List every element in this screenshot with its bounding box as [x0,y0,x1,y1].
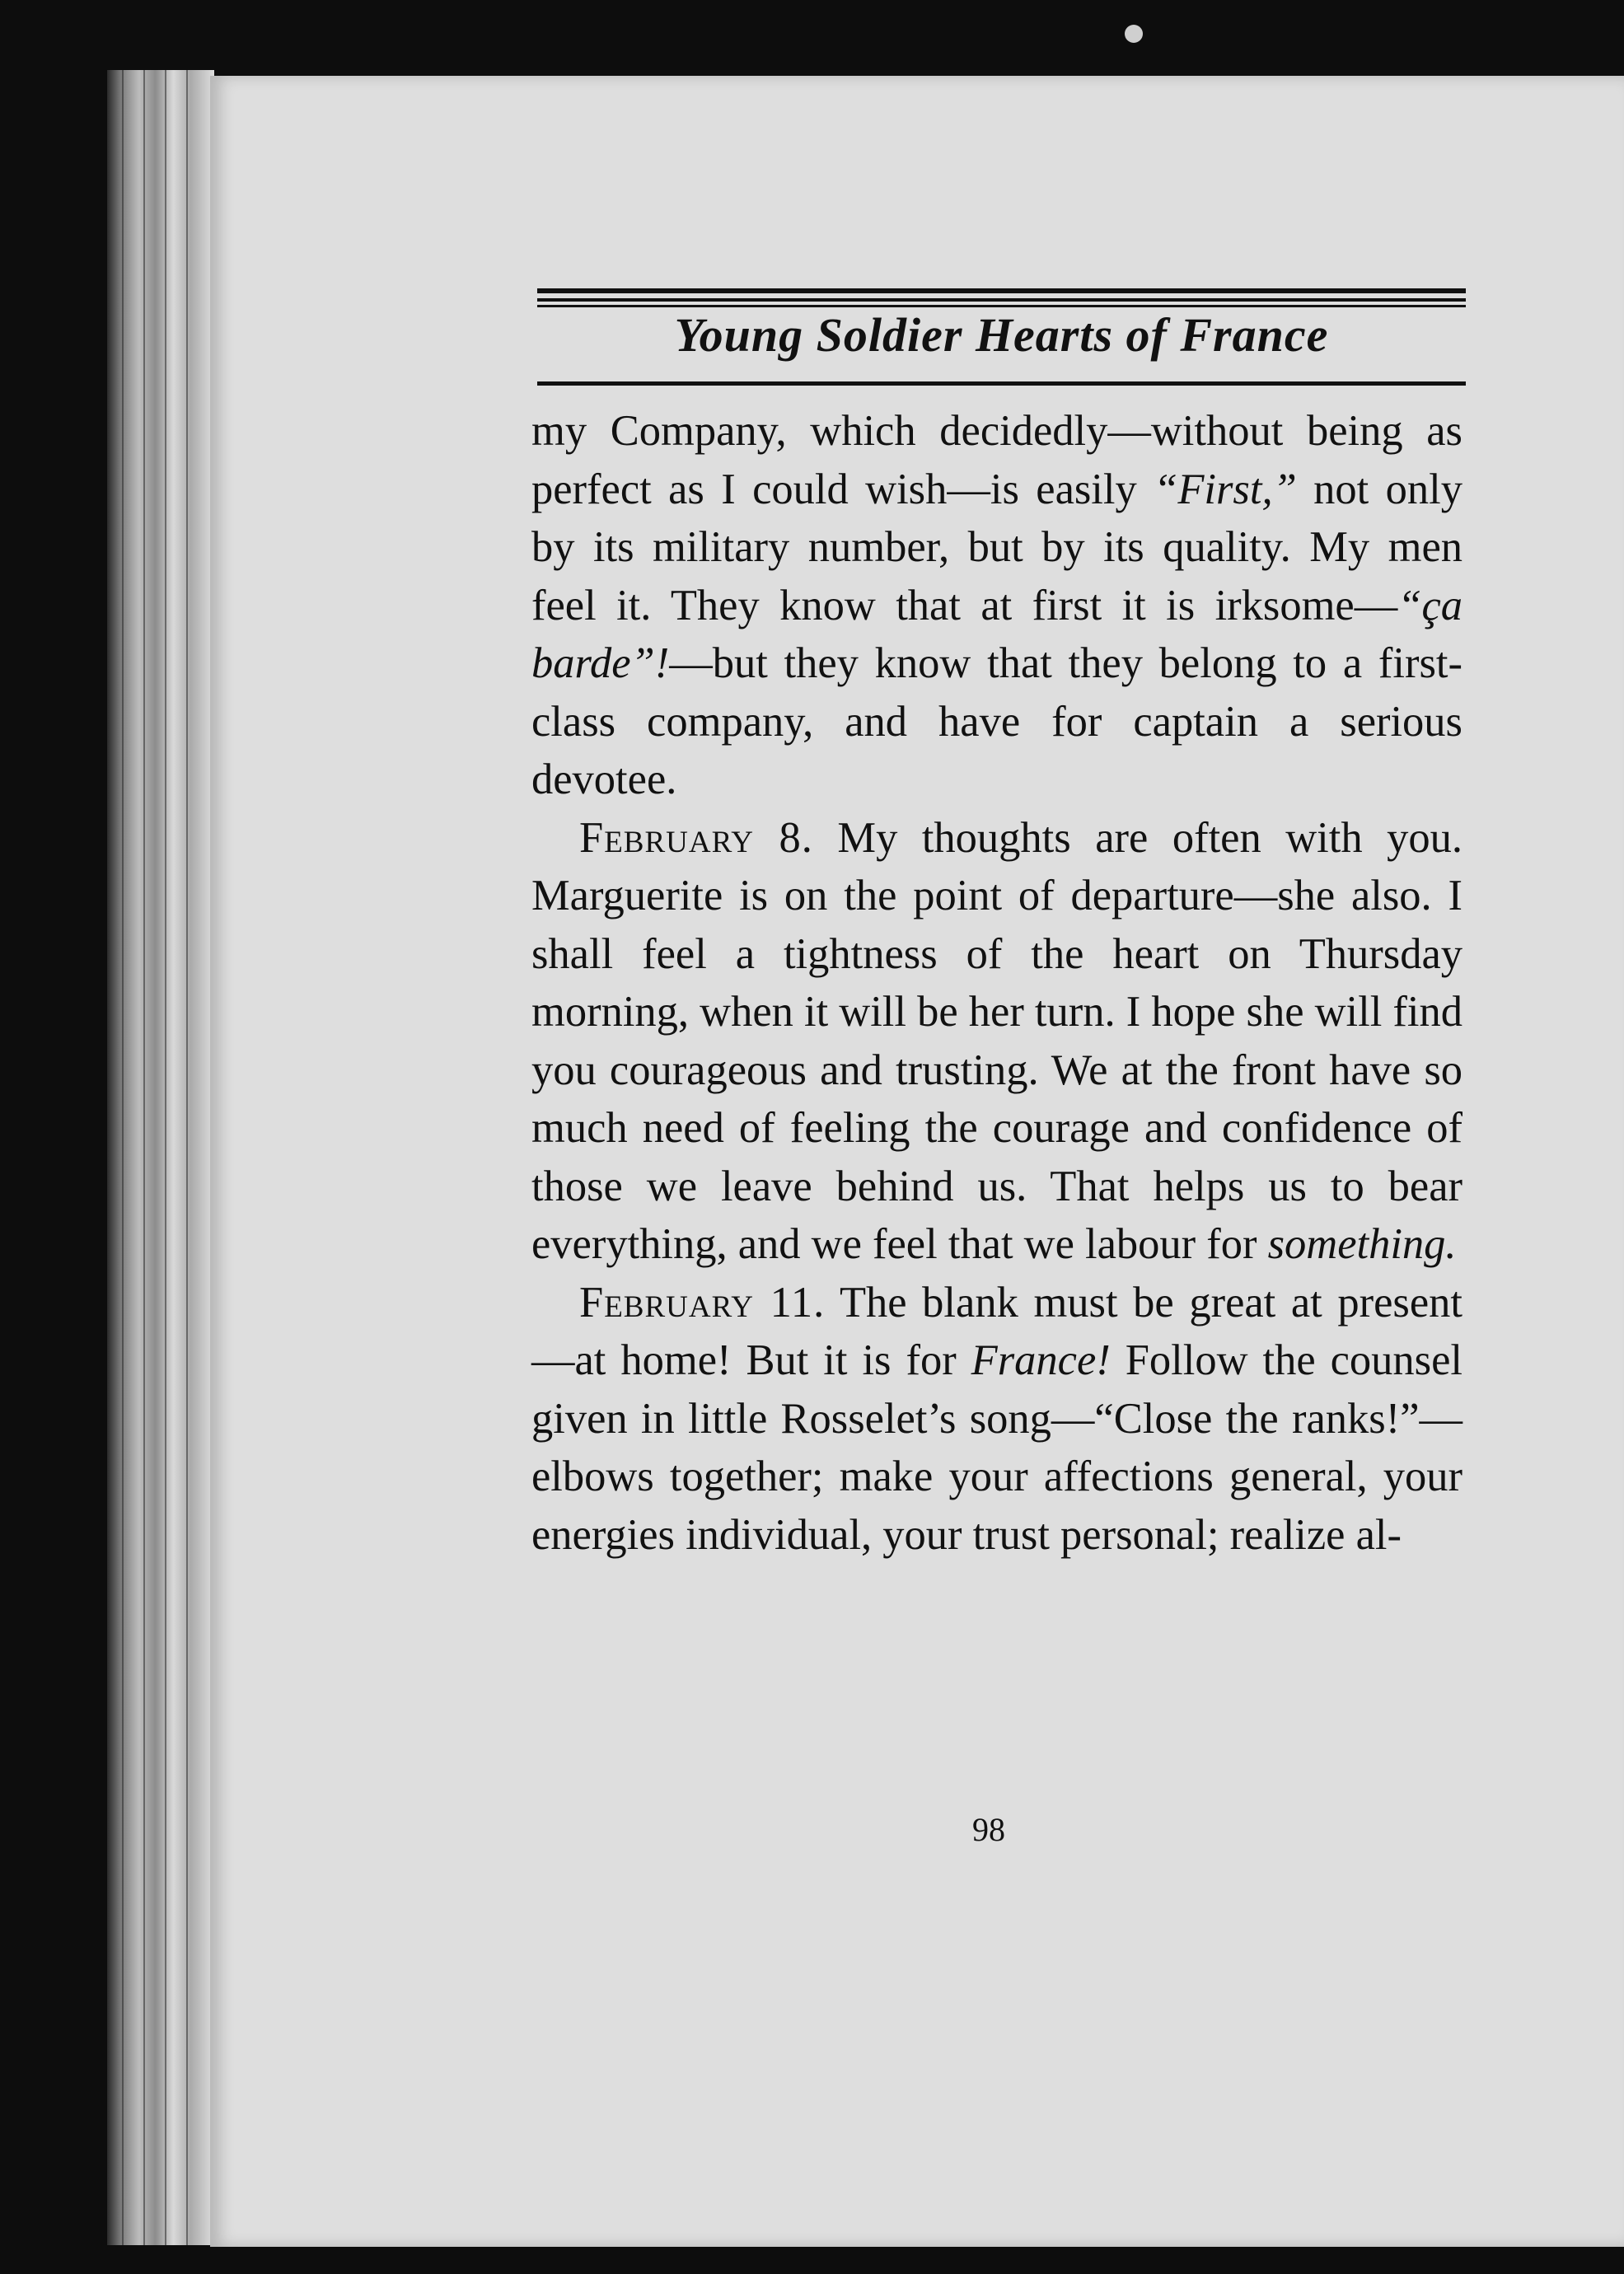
header-rule-top-thin [537,298,1466,302]
entry-date: February 8. [579,813,813,862]
text-run: Follow the counsel given in little Rosselet’s song—“Close the ranks!”—elbows together; make your affections general, your energies individual, your trust personal; realize al- [531,1336,1463,1559]
text-run: France! [971,1336,1111,1384]
page-number: 98 [972,1811,1005,1848]
body-text [531,402,1463,1564]
text-run: “First,” [1154,465,1297,513]
text-run: —but they know that they belong to a first-class company, and have for captain a serious devotee. [531,639,1463,803]
entry-date: February 11. [579,1278,826,1326]
text-run: something. [1267,1220,1457,1268]
header-rule-top-thick [537,288,1466,293]
book-spine-edge [107,70,214,2245]
paragraph [531,1274,1463,1565]
paragraph [531,402,1463,809]
scan-speck [1125,25,1143,43]
text-run: “ça barde”! [531,581,1463,687]
running-head: Young Soldier Hearts of France [674,308,1329,362]
text-run: not only by its military number, but by its quality. My men feel it. They know that at first it is irksome— [531,465,1463,629]
header-rule-top-thin-2 [537,305,1466,307]
text-run: The blank must be great at present—at home! But it is for [531,1278,1463,1384]
text-run: My thoughts are often with you. Marguerite is on the point of departure—she also. I shall feel a tightness of the heart on Thursday morning, when it will be her turn. I hope she will find you courageous and trusting. We at the front have so much need of feeling the courage and confidence of those we leave behind us. That helps us to bear everything, and we feel that we labour for [531,813,1463,1268]
header-rule-bottom [537,381,1466,386]
paragraph [531,809,1463,1274]
text-run: my Company, which decidedly—without being as perfect as I could wish—is easily [531,407,1463,513]
